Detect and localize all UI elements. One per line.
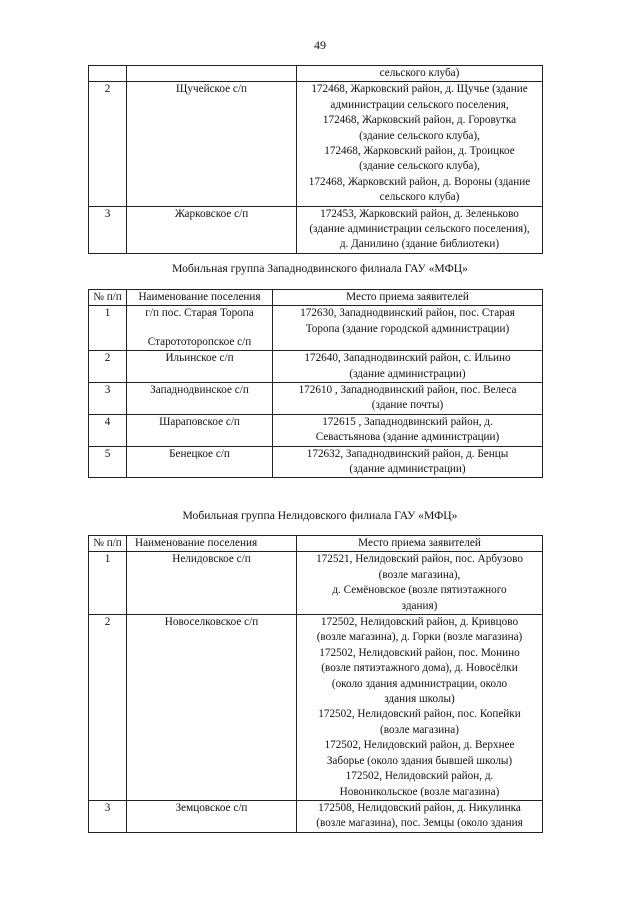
column-header-place: Место приема заявителей [273,290,543,306]
table-row [89,383,543,415]
reception-place-line: (возле магазина), пос. Земцы (около здания [316,817,523,830]
table-row [89,66,543,82]
column-header-settlement: Наименование поселения [127,536,297,552]
reception-place-line: д. Семёновское (возле пятиэтажного [332,584,507,597]
row-number: 2 [89,351,127,383]
row-number: 2 [89,615,127,801]
row-number: 5 [89,446,127,478]
settlement-name [127,383,273,415]
reception-place-line: 172502, Нелидовский район, д. [345,770,494,783]
reception-place-line: (возле пятиэтажного дома), д. Новосёлки [321,662,518,675]
settlement-name: Новоселковское с/п [127,615,297,801]
column-header-place: Место приема заявителей [297,536,543,552]
reception-place-line: д. Данилино (здание библиотеки) [339,238,500,251]
settlement-name: Нелидовское с/п [127,552,297,615]
reception-place-line: 172502, Нелидовский район, пос. Монино [319,646,520,659]
table-row [89,306,543,351]
reception-place-line: 172468, Жарковский район, д. Вороны (здание [308,175,531,188]
column-header-number: № п/п [89,536,127,552]
spacer [130,322,269,335]
reception-place-line: Заборье (около здания бывшей школы) [326,754,513,767]
table-row [89,82,543,206]
reception-place-line: (здание администрации) [349,367,466,380]
settlement-name [127,351,273,383]
reception-place-line: 172521, Нелидовский район, пос. Арбузово [316,553,523,566]
page-number: 49 [314,38,326,52]
reception-place-line: администрации сельского поселения, [330,98,509,111]
settlement-name [127,66,297,82]
reception-place-line: (около здания администрации, около [331,677,508,690]
settlement-name [127,306,273,351]
table-row [89,206,543,253]
reception-place-line: (здание сельского клуба), [359,160,480,173]
reception-place [273,446,543,478]
reception-place [297,66,543,82]
row-number: 4 [89,414,127,446]
column-header-number: № п/п [89,290,127,306]
row-number: 3 [89,206,127,253]
reception-place-line: Торопа (здание городской администрации) [305,322,510,335]
reception-place [273,306,543,351]
settlement-name-line: г/п пос. Старая Торопа [145,307,254,320]
reception-place-line: 172468, Жарковский район, д. Горовутка [322,114,517,127]
reception-place-line: 172502, Нелидовский район, д. Кривцово [320,616,519,629]
row-number [89,66,127,82]
zapadnodvinsky-table [88,289,543,478]
reception-place-line: 172615 , Западнодвинский район, д. [322,415,493,428]
reception-place [273,351,543,383]
table-row [89,800,543,832]
row-number: 3 [89,800,127,832]
reception-place [273,383,543,415]
settlement-name-line: Старототоропское с/п [147,335,252,348]
reception-place-line: (здание почты) [371,399,444,412]
reception-place-line: (здание администрации) [349,463,466,476]
reception-place-line: 172640, Западнодвинский район, с. Ильино [304,352,511,365]
table-row [89,414,543,446]
reception-place-line: (здание администрации сельского поселения), [309,223,530,236]
row-number: 1 [89,552,127,615]
reception-place-line: (возле магазина) [380,723,459,736]
reception-place [273,414,543,446]
section-title-nelidovsky: Мобильная группа Нелидовского филиала ГАУ «МФЦ» [182,509,458,522]
settlement-name: Земцовское с/п [127,800,297,832]
reception-place-line: (возле магазина), [378,568,461,581]
reception-place-line: Новоникольское (возле магазина) [339,785,500,798]
reception-place-line: 172610 , Западнодвинский район, пос. Велеса [298,384,517,397]
table-row [89,615,543,801]
row-number: 2 [89,82,127,206]
row-number: 3 [89,383,127,415]
settlement-name: Жарковское с/п [127,206,297,253]
reception-place-line: 172630, Западнодвинский район, пос. Старая [300,307,515,320]
reception-place [297,82,543,206]
reception-place-line: 172502, Нелидовский район, пос. Копейки [318,708,521,721]
row-number: 1 [89,306,127,351]
reception-place [297,800,543,832]
column-header-settlement: Наименование поселения [127,290,273,306]
settlement-name: Щучейское с/п [127,82,297,206]
settlements-table-continued [88,65,543,254]
settlement-name-line: Западнодвинское с/п [150,384,249,397]
reception-place [297,615,543,801]
settlement-name-line: Шараповское с/п [159,415,240,428]
reception-place-line: здания школы) [384,693,455,706]
settlement-name [127,446,273,478]
reception-place-line: сельского клуба) [379,191,460,204]
reception-place-line: 172632, Западнодвинский район, д. Бенцы [306,447,509,460]
reception-place [297,552,543,615]
reception-place-line: 172508, Нелидовский район, д. Никулинка [318,801,521,814]
settlement-name-line: Ильинское с/п [165,352,234,365]
reception-place-line: сельского клуба) [379,67,460,79]
nelidovsky-table [88,535,543,833]
reception-place-line: (здание сельского клуба), [359,129,480,142]
settlement-name [127,414,273,446]
reception-place [297,206,543,253]
reception-place-line: 172468, Жарковский район, д. Троицкое [324,145,515,158]
table-row [89,552,543,615]
reception-place-line: 172502, Нелидовский район, д. Верхнее [324,739,515,752]
settlement-name-line: Бенецкое с/п [169,447,230,460]
section-title-zapadnodvinsky: Мобильная группа Западнодвинского филиала ГАУ «МФЦ» [172,262,468,275]
table-row [89,446,543,478]
table-row [89,351,543,383]
reception-place-line: 172468, Жарковский район, д. Щучье (здание [311,83,528,96]
reception-place-line: (возле магазина), д. Горки (возле магазина) [316,631,523,644]
reception-place-line: Севастьянова (здание администрации) [315,431,500,444]
reception-place-line: здания) [401,599,438,612]
reception-place-line: 172453, Жарковский район, д. Зеленьково [320,207,519,220]
